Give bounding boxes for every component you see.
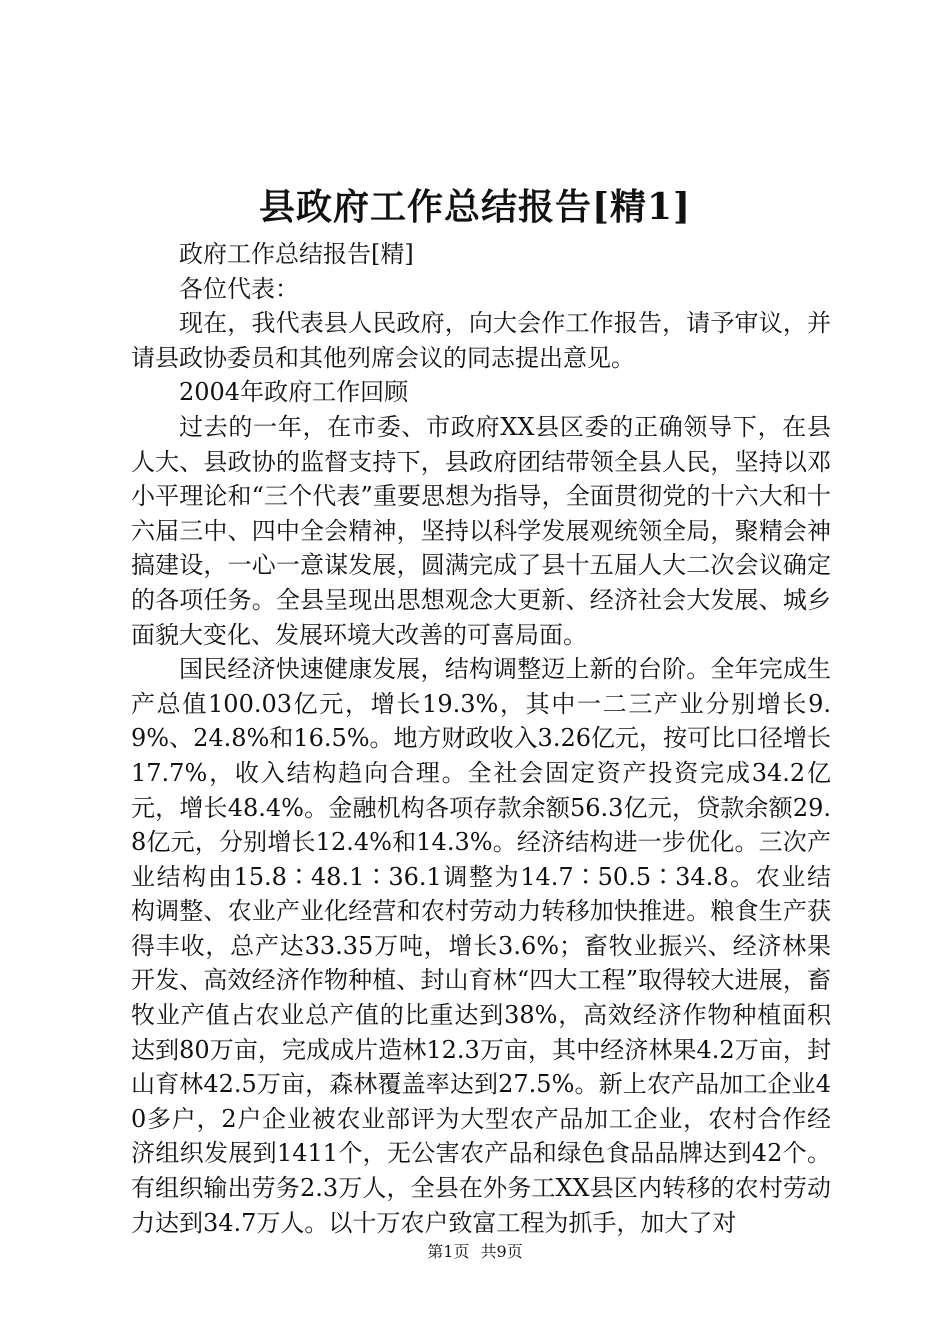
section-heading: 2004年政府工作回顾 xyxy=(179,378,409,407)
page-total: 共9页 xyxy=(480,1242,523,1261)
review-paragraph: 过去的一年，在市委、市政府XX县区委的正确领导下，在县人大、县政协的监督支持下，县政府团结带领全县人民，坚持以邓小平理论和“三个代表”重要思想为指导，全面贯彻党的十六大和十六届三中、四中全会精神，坚持以科学发展观统领全局，聚精会神搞建设，一心一意谋发展，圆满完成了县十五届人大二次会议确定的各项任务。全县呈现出思想观念大更新、经济社会大发展、城乡面貌大变化、发展环境大改善的可喜局面。 xyxy=(131,412,831,649)
economy-paragraph: 国民经济快速健康发展，结构调整迈上新的台阶。全年完成生产总值100.03亿元，增长19.3%，其中一二三产业分别增长9.9%、24.8%和16.5%。地方财政收入3.26亿元，按可比口径增长17.7%，收入结构趋向合理。全社会固定资产投资完成34.2亿元，增长48.4%。金融机构各项存款余额56.3亿元，贷款余额29.8亿元，分别增长12.4%和14.3%。经济结构进一步优化。三次产业结构由15.8∶48.1∶36.1调整为14.7∶50.5∶34.8。农业结构调整、农业产业化经营和农村劳动力转移加快推进。粮食生产获得丰收，总产达33.35万吨，增长3.6%；畜牧业振兴、经济林果开发、高效经济作物种植、封山育林“四大工程”取得较大进展，畜牧业产值占农业总产值的比重达到38%，高效经济作物种植面积达到80万亩，完成成片造林12.3万亩，其中经济林果4.2万亩，封山育林42.5万亩，森林覆盖率达到27.5%。新上农产品加工企业40多户，2户企业被农业部评为大型农产品加工企业，农村合作经济组织发展到1411个，无公害农产品和绿色食品品牌达到42个。有组织输出劳务2.3万人，全县在外务工XX县区内转移的农村劳动力达到34.7万人。以十万农户致富工程为抓手，加大了对 xyxy=(131,655,831,1237)
document-body xyxy=(131,237,831,1240)
document-title: 县政府工作总结报告[精1] xyxy=(258,186,692,228)
intro-paragraph: 现在，我代表县人民政府，向大会作工作报告，请予审议，并请县政协委员和其他列席会议的同志提出意见。 xyxy=(131,309,831,372)
page-footer xyxy=(0,1240,950,1264)
page-number: 第1页 xyxy=(427,1242,470,1261)
subtitle-paragraph: 政府工作总结报告[精] xyxy=(179,240,414,268)
salutation-paragraph: 各位代表： xyxy=(179,274,299,303)
